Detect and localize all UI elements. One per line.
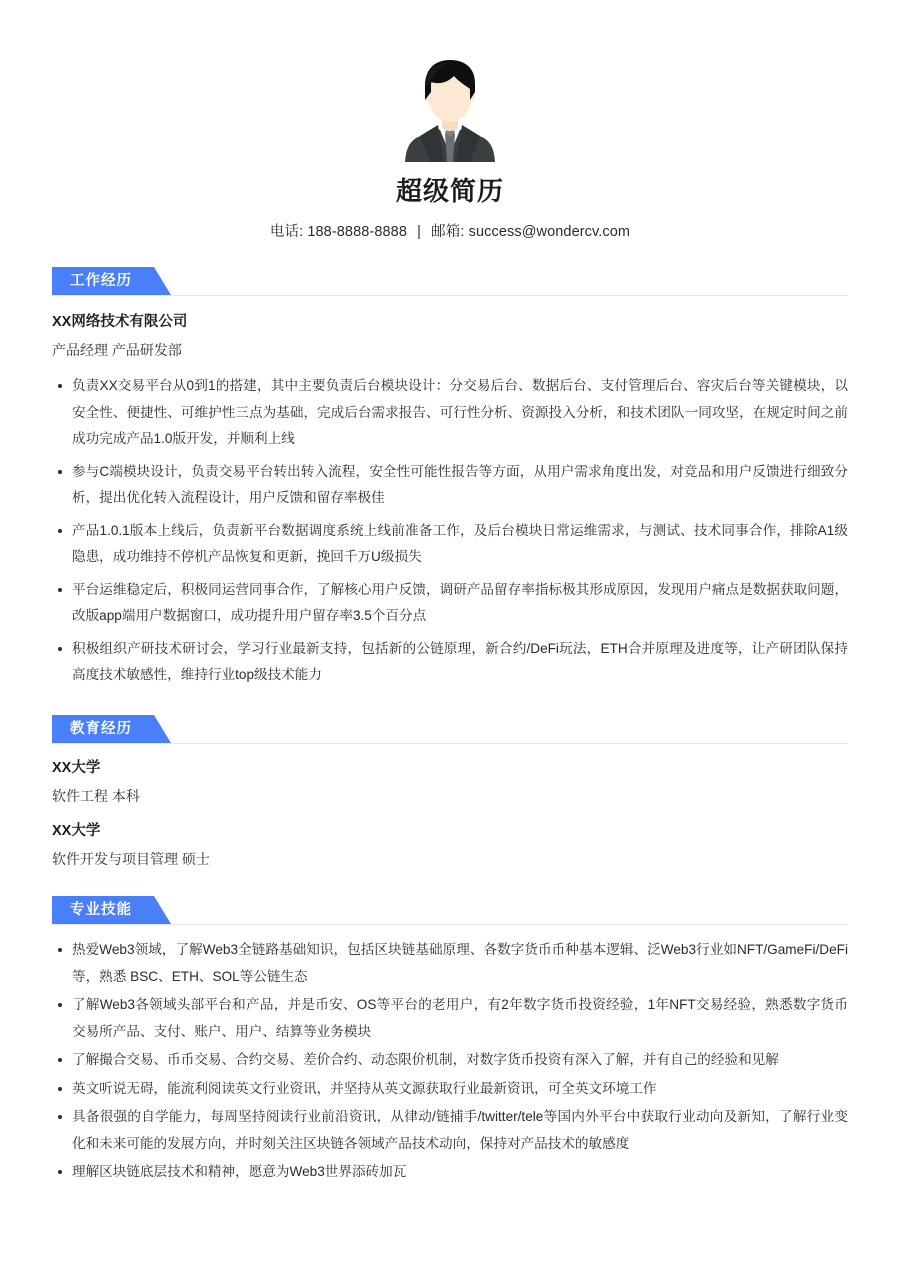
- skills-bullet-list: [52, 937, 848, 1186]
- list-item: 英文听说无碍，能流利阅读英文行业资讯，并坚持从英文源获取行业最新资讯，可全英文环境工作: [52, 1076, 848, 1103]
- degree-major: 软件开发与项目管理 硕士: [52, 850, 210, 867]
- section-header-work: [52, 267, 848, 296]
- list-item: 理解区块链底层技术和精神，愿意为Web3世界添砖加瓦: [52, 1159, 848, 1186]
- contact-phone: 电话: 188-8888-8888: [269, 224, 407, 241]
- list-item: 积极组织产研技术研讨会，学习行业最新支持，包括新的公链原理，新合约/DeFi玩法，ETH合并原理及进度等，让产研团队保持高度技术敏感性，维持行业top级技术能力: [52, 636, 848, 689]
- school-name: XX大学: [52, 759, 101, 776]
- work-bullet-list: [52, 373, 848, 689]
- list-item: 平台运维稳定后，积极同运营同事合作，了解核心用户反馈，调研产品留存率指标极其形成原因，发现用户痛点是数据获取问题，改版app端用户数据窗口，成功提升用户留存率3.5个百分点: [52, 577, 848, 630]
- list-item: 负责XX交易平台从0到1的搭建，其中主要负责后台模块设计：分交易后台、数据后台、支付管理后台、容灾后台等关键模块，以安全性、便捷性、可维护性三点为基础，完成后台需求报告、可行性分析、资源投入分析，和技术团队一同攻坚，在规定时间之前成功完成产品1.0版开发，并顺利上线: [52, 373, 848, 453]
- education-list: [52, 758, 848, 870]
- list-item: 参与C端模块设计，负责交易平台转出转入流程，安全性可能性报告等方面，从用户需求角度出发，对竞品和用户反馈进行细致分析，提出优化转入流程设计，用户反馈和留存率极佳: [52, 459, 848, 512]
- contact-separator: |: [417, 224, 422, 241]
- avatar-illustration: [400, 42, 500, 162]
- education-entry: [52, 821, 848, 870]
- section-title-work: 工作经历: [52, 267, 154, 295]
- section-title-skills: 专业技能: [52, 896, 154, 924]
- list-item: 热爱Web3领域，了解Web3全链路基础知识，包括区块链基础原理、各数字货币币种基本逻辑、泛Web3行业如NFT/GameFi/DeFi等，熟悉 BSC、ETH、SOL等公链生态: [52, 937, 848, 990]
- list-item: 了解撮合交易、币币交易、合约交易、差价合约、动态限价机制，对数字货币投资有深入了解，并有自己的经验和见解: [52, 1047, 848, 1074]
- section-work-experience: [52, 267, 848, 689]
- resume-header: [52, 0, 848, 241]
- education-entry: [52, 758, 848, 807]
- degree-major: 软件工程 本科: [52, 787, 140, 804]
- section-education: [52, 715, 848, 870]
- school-name: XX大学: [52, 822, 101, 839]
- contact-line: [52, 220, 848, 241]
- page-title: 超级简历: [395, 176, 504, 206]
- contact-email: 邮箱: success@wondercv.com: [431, 224, 631, 241]
- section-skills: [52, 896, 848, 1186]
- work-entry: [52, 312, 848, 361]
- list-item: 产品1.0.1版本上线后，负责新平台数据调度系统上线前准备工作，及后台模块日常运维需求，与测试、技术同事合作，排除A1级隐患，成功维持不停机产品恢复和更新，挽回千万U级损失: [52, 518, 848, 571]
- section-title-education: 教育经历: [52, 715, 154, 743]
- job-title: 产品经理 产品研发部: [52, 341, 182, 358]
- list-item: 具备很强的自学能力，每周坚持阅读行业前沿资讯，从律动/链捕手/twitter/tele等国内外平台中获取行业动向及新知，了解行业变化和未来可能的发展方向，并时刻关注区块链各领域产品技术动向，保持对产品技术的敏感度: [52, 1104, 848, 1157]
- list-item: 了解Web3各领域头部平台和产品，并是币安、OS等平台的老用户，有2年数字货币投资经验，1年NFT交易经验，熟悉数字货币交易所产品、支付、账户、用户、结算等业务模块: [52, 992, 848, 1045]
- section-header-education: [52, 715, 848, 744]
- section-header-skills: [52, 896, 848, 925]
- company-name: XX网络技术有限公司: [52, 314, 188, 331]
